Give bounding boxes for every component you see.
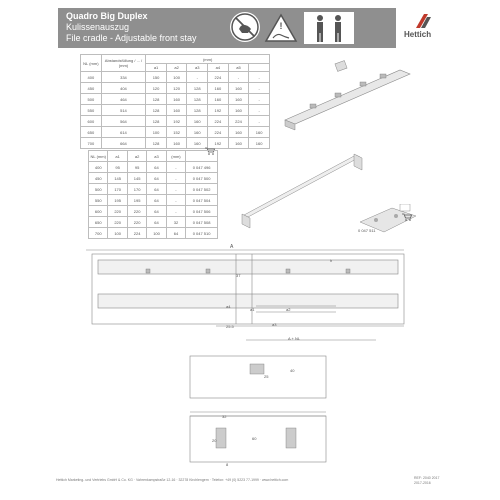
table-cell: 600 <box>89 206 108 217</box>
table-cell: 64 <box>147 217 166 228</box>
dim-a-plus-nl: A + NL <box>288 336 301 341</box>
table-cell: 160 <box>166 94 187 105</box>
table-cell: 160 <box>249 127 270 138</box>
dimension-table-2 <box>88 150 218 239</box>
article-number: 0 047 511 <box>358 228 376 233</box>
dim-a1: a1 <box>250 307 255 312</box>
table-cell: 0 047 500 <box>186 173 218 184</box>
table-cell: 0 047 504 <box>186 195 218 206</box>
table2-header: a3 <box>147 151 166 162</box>
dim-25: 25 <box>264 374 269 379</box>
product-subtitle-en: File cradle - Adjustable front stay <box>66 33 197 43</box>
table-row <box>81 127 270 138</box>
table-cell: 95 <box>108 162 127 173</box>
table-cell: 400 <box>89 162 108 173</box>
table-cell: 550 <box>81 105 102 116</box>
rail-illustration <box>280 60 420 140</box>
table-cell: 160 <box>187 138 208 149</box>
table-cell: 650 <box>81 127 102 138</box>
table-cell: 128 <box>146 94 167 105</box>
table-cell: 160 <box>187 127 208 138</box>
table-cell: - <box>249 72 270 83</box>
footer-ref-line2: 2017-2016 <box>414 481 431 485</box>
table-cell: 100 <box>108 228 127 239</box>
table-cell: 0 047 506 <box>186 206 218 217</box>
table2-header: a2 <box>127 151 146 162</box>
dim-37: 37 <box>236 273 241 278</box>
table-cell: - <box>249 83 270 94</box>
table-cell: 220 <box>108 217 127 228</box>
table-cell: 220 <box>127 217 146 228</box>
table-cell: 170 <box>127 184 146 195</box>
table-cell: 32 <box>166 217 185 228</box>
table-cell: 150 <box>146 72 167 83</box>
no-hand-icon <box>230 12 260 42</box>
svg-text:!: ! <box>279 21 283 31</box>
table-cell: 664 <box>101 138 146 149</box>
footer-address: Hettich Marketing- und Vertriebs GmbH & Co. KG · Vahrenkampstraße 12-16 · 32278 Kirchlengern · Telefon: +49 (0) 5223 77-1999 · www.hettich.com <box>56 478 289 482</box>
table-cell: 64 <box>147 162 166 173</box>
table-cell: 224 <box>228 116 249 127</box>
table-cell: 128 <box>187 83 208 94</box>
logo-text: Hettich <box>404 30 432 39</box>
dim-60: 60 <box>252 436 257 441</box>
table-cell: 614 <box>101 127 146 138</box>
table-cell: 500 <box>89 184 108 195</box>
table-cell: 160 <box>228 105 249 116</box>
table2-header: (mm) <box>166 151 185 162</box>
footer-reference <box>414 476 440 486</box>
dim-25-5: 25.5 <box>226 324 234 329</box>
table-cell: 64 <box>147 195 166 206</box>
table-cell: - <box>166 195 185 206</box>
table-row <box>89 206 218 217</box>
table-cell: 700 <box>81 138 102 149</box>
file-rail-illustration <box>236 150 376 230</box>
table-cell: 400 <box>81 72 102 83</box>
table-cell: 224 <box>208 127 229 138</box>
table-cell: - <box>166 184 185 195</box>
table-cell: 0 047 496 <box>186 162 218 173</box>
hettich-logo <box>396 8 450 48</box>
table1-subheader: a2 <box>166 64 187 72</box>
dim-a3: a3 <box>272 322 277 327</box>
table-cell: 334 <box>101 72 146 83</box>
table-cell: 0 047 508 <box>186 217 218 228</box>
table-row <box>89 184 218 195</box>
table-cell: 600 <box>81 116 102 127</box>
table-cell: 145 <box>127 173 146 184</box>
table-cell: - <box>166 162 185 173</box>
table-cell: 160 <box>228 127 249 138</box>
table-row <box>89 217 218 228</box>
table-cell: 160 <box>228 94 249 105</box>
table-cell: - <box>228 72 249 83</box>
table-cell: 100 <box>166 72 187 83</box>
table-cell: 145 <box>108 173 127 184</box>
table-cell: 120 <box>146 83 167 94</box>
table-cell: - <box>249 105 270 116</box>
table1-subheader: a5 <box>228 64 249 72</box>
dim-20: 20 <box>212 438 217 443</box>
table1-subheader-extra <box>249 64 270 72</box>
product-title: Quadro Big Duplex <box>66 11 148 21</box>
warning-crush-icon <box>264 13 298 43</box>
table-cell: 160 <box>208 83 229 94</box>
table1-subheader: a3 <box>187 64 208 72</box>
table-cell: 128 <box>146 138 167 149</box>
table-cell: 160 <box>228 138 249 149</box>
table-row <box>89 195 218 206</box>
table-cell: 192 <box>166 116 187 127</box>
table-cell: 160 <box>208 94 229 105</box>
table-cell: 192 <box>208 138 229 149</box>
table2-header: NL (mm) <box>89 151 108 162</box>
table-cell: 514 <box>101 105 146 116</box>
table-cell: - <box>166 173 185 184</box>
table-cell: 160 <box>228 83 249 94</box>
dim-a4: a4 <box>226 304 231 309</box>
table-row <box>89 228 218 239</box>
table2-header <box>186 151 218 162</box>
table-cell: 170 <box>108 184 127 195</box>
table-row <box>81 72 270 83</box>
table-cell: 160 <box>166 105 187 116</box>
dim-40: 40 <box>290 368 295 373</box>
product-subtitle-de: Kulissenauszug <box>66 22 130 32</box>
table-cell: 450 <box>81 83 102 94</box>
table-cell: 0 047 502 <box>186 184 218 195</box>
table-row <box>81 116 270 127</box>
table-cell: - <box>249 116 270 127</box>
table-row <box>89 173 218 184</box>
table-cell: 500 <box>81 94 102 105</box>
table-cell: 64 <box>147 173 166 184</box>
table-cell: 100 <box>147 228 166 239</box>
side-view-drawing <box>86 240 418 350</box>
title-block <box>66 11 197 44</box>
table-cell: 224 <box>127 228 146 239</box>
dim-8: 8 <box>226 462 229 467</box>
table-cell: 120 <box>166 83 187 94</box>
table-cell: 64 <box>147 206 166 217</box>
table-cell: 195 <box>108 195 127 206</box>
table-cell: 128 <box>146 116 167 127</box>
table-cell: 160 <box>166 138 187 149</box>
table-cell: 128 <box>187 105 208 116</box>
cart-icon-2 <box>402 208 412 216</box>
table-row <box>81 105 270 116</box>
table-cell: 650 <box>89 217 108 228</box>
table-cell: 224 <box>208 116 229 127</box>
two-people-icon <box>304 12 354 44</box>
table-cell: 195 <box>127 195 146 206</box>
header-bar <box>58 8 450 48</box>
table1-subheader: a4 <box>208 64 229 72</box>
table1-subheader: a1 <box>146 64 167 72</box>
table-cell: 95 <box>127 162 146 173</box>
dim-h: h <box>330 258 333 263</box>
table-cell: 128 <box>187 94 208 105</box>
table-cell: - <box>187 72 208 83</box>
table-cell: 152 <box>166 127 187 138</box>
table-cell: 64 <box>166 228 185 239</box>
table-cell: 550 <box>89 195 108 206</box>
table1-header-spacing: Abstandsfüllung / ... / (mm) <box>101 55 146 72</box>
table-cell: 160 <box>187 116 208 127</box>
cart-icon <box>205 142 215 150</box>
dim-32: 32 <box>222 414 227 419</box>
table-cell: - <box>249 94 270 105</box>
table1-header-nl: NL (mm) <box>81 55 102 72</box>
table-cell: 464 <box>101 94 146 105</box>
table-row <box>81 83 270 94</box>
table-cell: 192 <box>208 105 229 116</box>
table-cell: 64 <box>147 184 166 195</box>
table-cell: 450 <box>89 173 108 184</box>
dim-a2: a2 <box>286 307 291 312</box>
table-cell: 160 <box>249 138 270 149</box>
table-row <box>89 162 218 173</box>
table-row <box>81 138 270 149</box>
table-cell: 700 <box>89 228 108 239</box>
table-cell: 224 <box>208 72 229 83</box>
table-cell: 404 <box>101 83 146 94</box>
table-row <box>81 94 270 105</box>
table-cell: 128 <box>146 105 167 116</box>
table-cell: 100 <box>146 127 167 138</box>
table-cell: 564 <box>101 116 146 127</box>
dim-a: A <box>230 244 234 250</box>
table-cell: - <box>166 206 185 217</box>
table1-header-mm: (mm) <box>146 55 270 64</box>
table-cell: 220 <box>127 206 146 217</box>
table-cell: 220 <box>108 206 127 217</box>
section-view-drawing <box>186 352 330 466</box>
table-cell: 0 047 510 <box>186 228 218 239</box>
dimension-table-1 <box>80 54 270 149</box>
footer-ref-line1: REF: 2040 2017 <box>414 476 440 480</box>
table2-header: a1 <box>108 151 127 162</box>
